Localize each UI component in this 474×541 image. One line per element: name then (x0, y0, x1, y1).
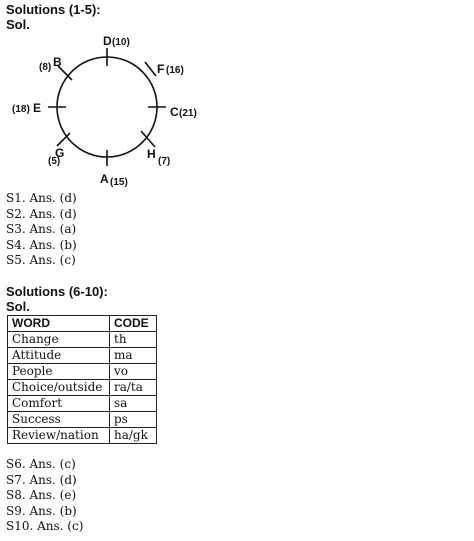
answer-s2: S2. Ans. (d) (6, 206, 77, 221)
person-h-value: (7) (158, 156, 171, 167)
person-b-value: (8) (39, 62, 52, 73)
table-row (8, 364, 157, 380)
sol-label-1: Sol. (6, 17, 30, 32)
person-h-label: H (147, 147, 156, 161)
table-row (8, 412, 157, 428)
code-cell: ha/gk (110, 428, 157, 444)
tick-h (141, 131, 155, 147)
person-b-label: B (53, 55, 62, 69)
person-a-value: (15) (110, 177, 128, 188)
word-cell: Review/nation (8, 428, 110, 444)
solutions-6-10-heading: Solutions (6-10): (6, 284, 108, 299)
answer-s7: S7. Ans. (d) (6, 472, 77, 487)
table-row (8, 348, 157, 364)
answer-s8: S8. Ans. (e) (6, 488, 77, 502)
table-row (8, 332, 157, 348)
sol-label-2: Sol. (6, 299, 30, 314)
word-cell: People (8, 364, 110, 380)
answers-list-1-5 (6, 191, 77, 269)
table-row (8, 396, 157, 412)
code-cell: sa (110, 396, 157, 412)
table-row (8, 380, 157, 396)
header-code: CODE (110, 316, 157, 332)
person-f-value: (16) (166, 65, 184, 76)
answer-s3: S3. Ans. (a) (6, 222, 77, 236)
table-row (8, 428, 157, 444)
code-cell: vo (110, 364, 157, 380)
circular-seating-diagram (0, 30, 230, 190)
answer-s10: S10. Ans. (c) (6, 519, 84, 533)
code-cell: ra/ta (110, 380, 157, 396)
person-g-label: G (55, 146, 65, 160)
word-cell: Choice/outside (8, 380, 110, 396)
word-cell: Comfort (8, 396, 110, 412)
word-code-table (7, 315, 157, 444)
person-e-value: (18) (12, 104, 30, 115)
word-cell: Success (8, 412, 110, 428)
word-cell: Change (8, 332, 110, 348)
person-a-label: A (100, 172, 109, 186)
person-e-label: E (33, 101, 42, 115)
code-cell: ps (110, 412, 157, 428)
person-d-label: D (103, 34, 112, 48)
person-c-value: (21) (179, 108, 197, 119)
answer-s9: S9. Ans. (b) (6, 503, 77, 518)
person-c-label: C (170, 105, 179, 119)
code-cell: th (110, 332, 157, 348)
answer-s1: S1. Ans. (d) (6, 191, 77, 205)
solutions-1-5-heading: Solutions (1-5): (6, 2, 101, 17)
person-d-value: (10) (112, 37, 130, 48)
word-cell: Attitude (8, 348, 110, 364)
seating-circle (57, 57, 157, 157)
answer-s5: S5. Ans. (c) (6, 253, 76, 267)
header-word: WORD (8, 316, 110, 332)
table-header-row (8, 316, 157, 332)
code-cell: ma (110, 348, 157, 364)
person-f-label: F (157, 62, 165, 76)
tick-f (145, 62, 156, 76)
answers-list-6-10 (6, 457, 83, 535)
answer-s6: S6. Ans. (c) (6, 457, 76, 471)
person-g-value: (5) (48, 156, 61, 167)
answer-s4: S4. Ans. (b) (6, 237, 77, 252)
